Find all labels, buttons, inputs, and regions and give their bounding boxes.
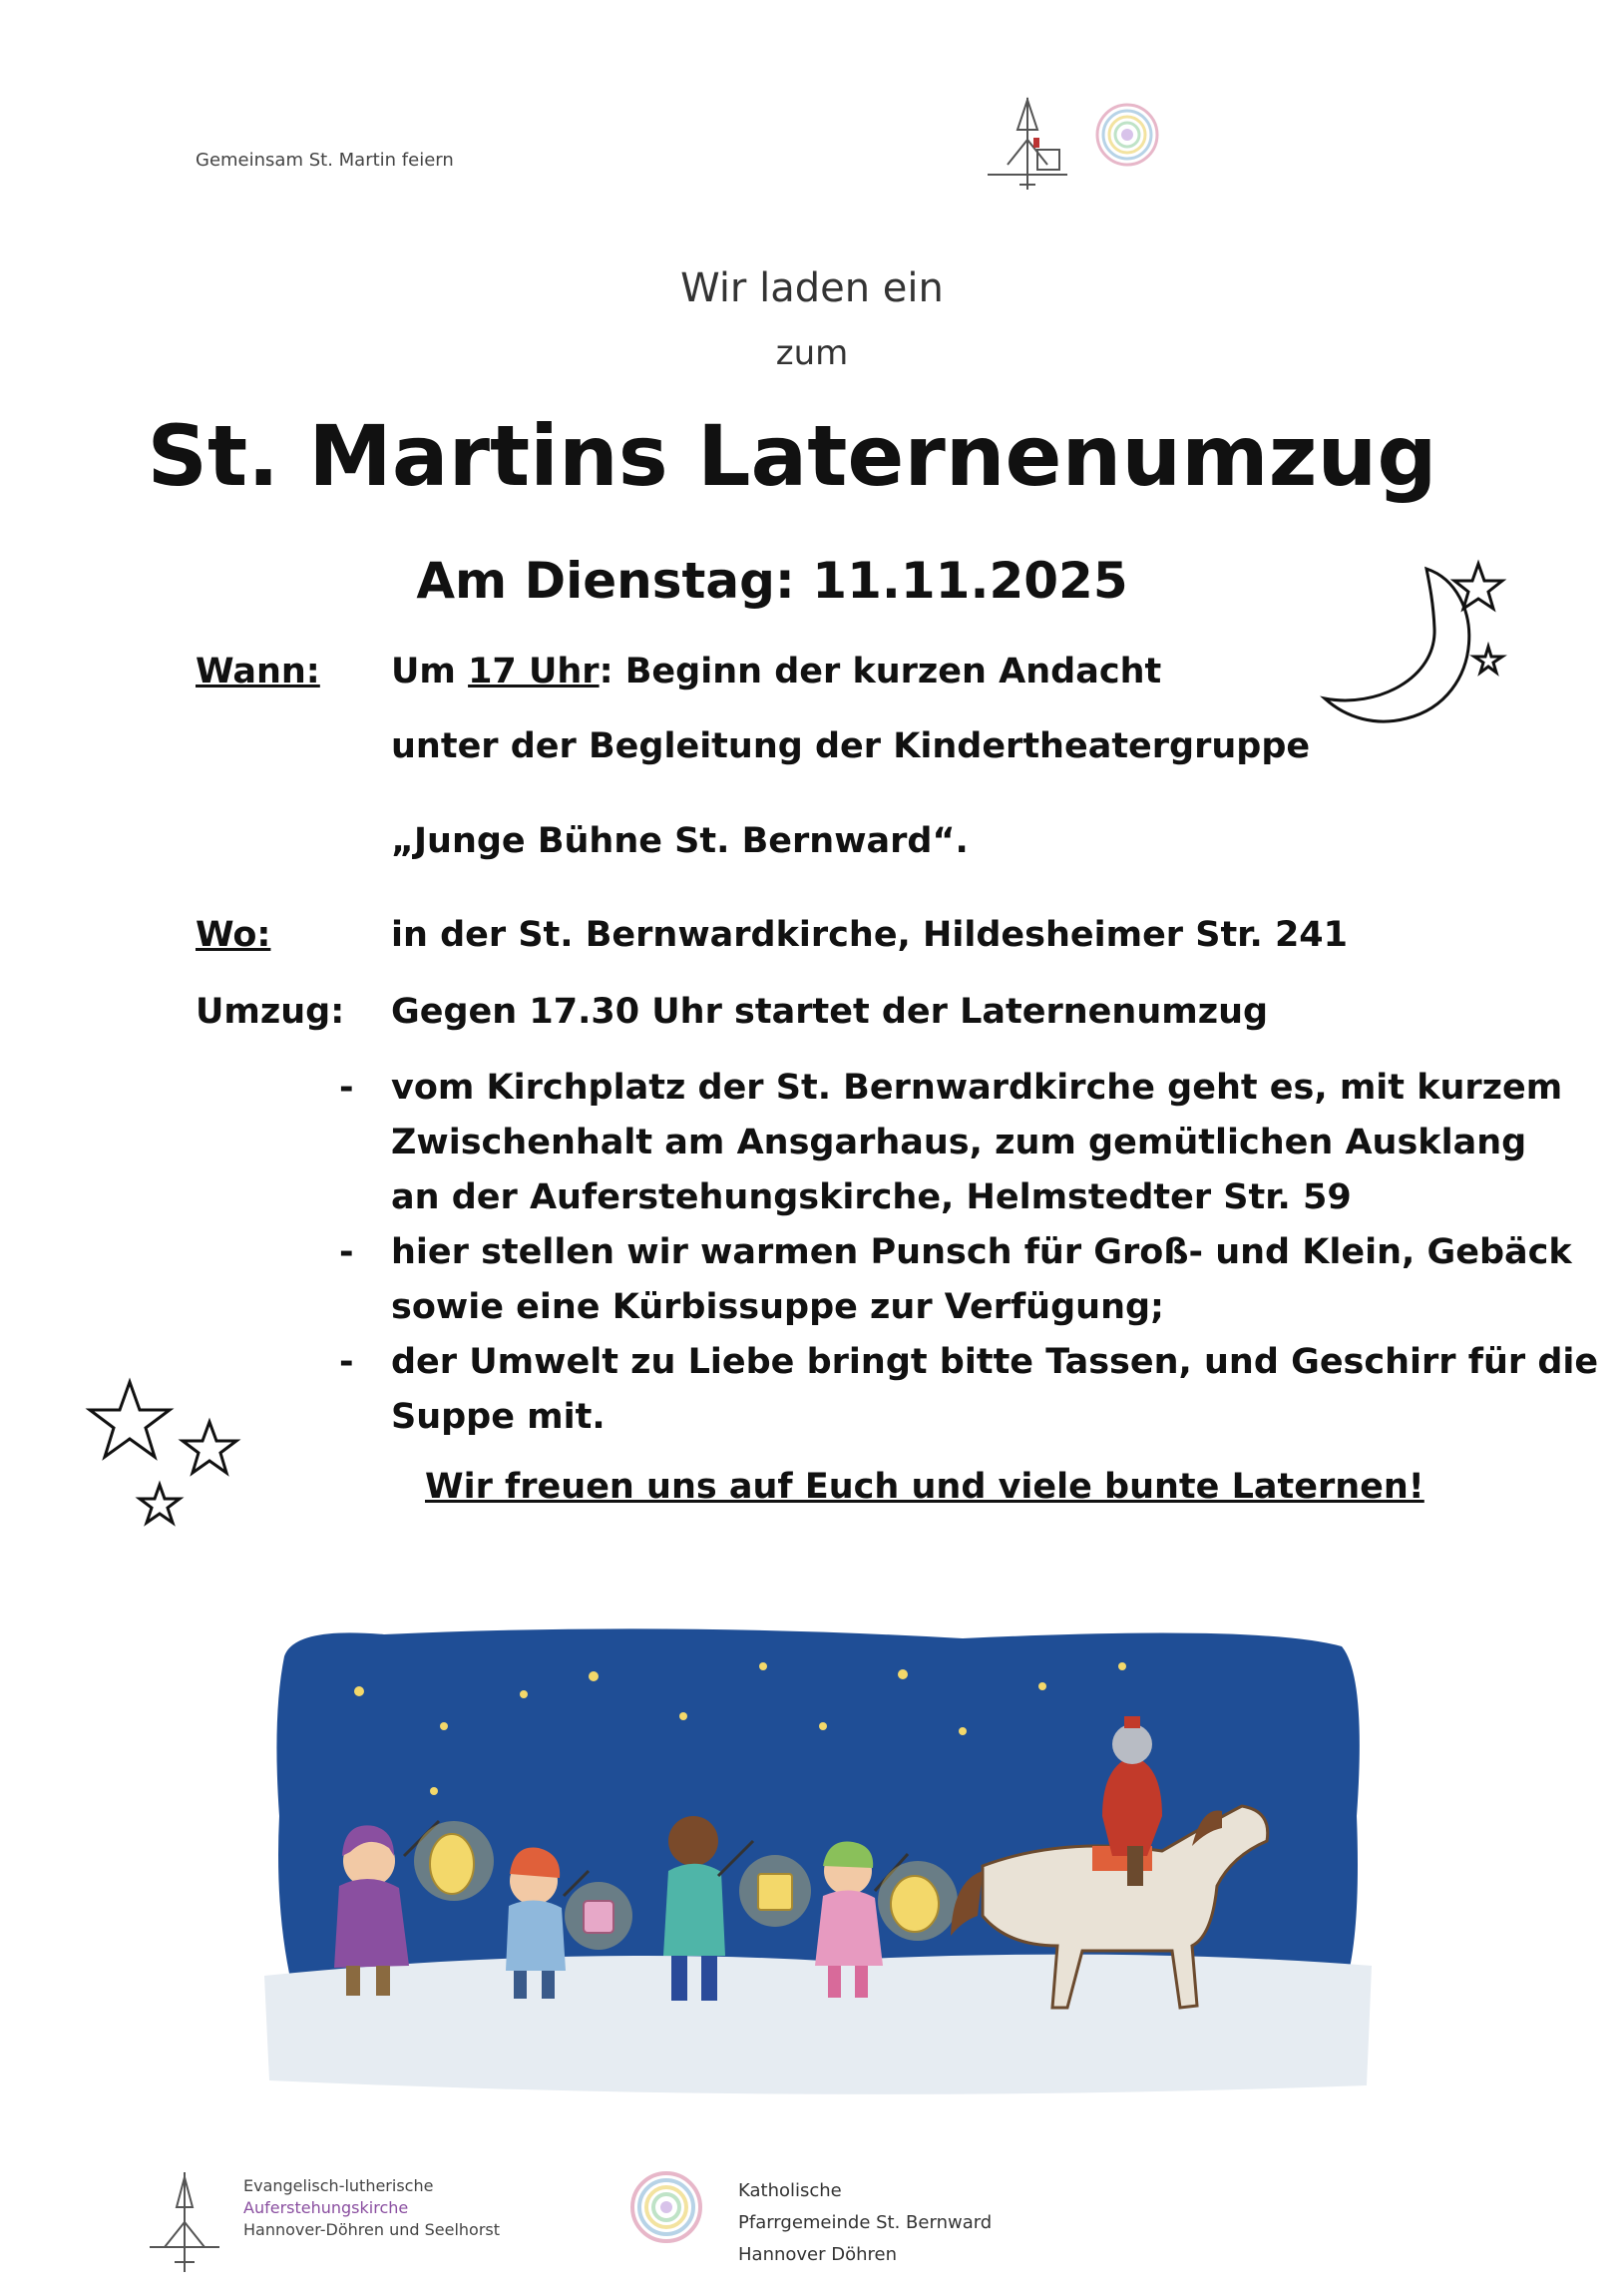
moon-icon	[1325, 569, 1469, 721]
wann-line-1-post: : Beginn der kurzen Andacht	[599, 652, 1162, 691]
star-icon	[759, 1662, 767, 1670]
star-icon	[520, 1690, 528, 1698]
umzug-text: Gegen 17.30 Uhr startet der Laternenumzug	[391, 992, 1269, 1032]
footer-left-line-2: Auferstehungskirche	[243, 2198, 409, 2217]
wann-line-2: unter der Begleitung der Kindertheatergruppe	[391, 726, 1311, 766]
star-icon	[183, 1422, 236, 1473]
star-icon	[959, 1727, 967, 1735]
footer-left-line-1: Evangelisch-lutherische	[243, 2176, 434, 2195]
page-title-text: St. Martins Laternenumzug	[147, 407, 1437, 505]
footer-left	[243, 2175, 500, 2241]
star-icon	[898, 1669, 908, 1679]
closing-text: Wir freuen uns auf Euch und viele bunte Laternen!	[425, 1467, 1424, 1507]
church-logos	[978, 90, 1177, 200]
event-date-text: Am Dienstag: 11.11.2025	[416, 552, 1128, 610]
bullet-dash: -	[339, 1232, 354, 1272]
star-icon	[679, 1712, 687, 1720]
stars-decoration	[85, 1377, 254, 1537]
wann-label: Wann:	[196, 652, 320, 691]
church-logo-icon	[988, 98, 1067, 190]
star-icon	[1474, 647, 1502, 673]
rainbow-logo-icon	[1097, 105, 1157, 165]
church-logo-icon	[145, 2167, 244, 2277]
star-icon	[589, 1671, 599, 1681]
lantern-parade-illustration	[264, 1616, 1372, 2095]
footer-right-line-2: Pfarrgemeinde St. Bernward	[738, 2212, 993, 2233]
footer-right-line-3: Hannover Döhren	[738, 2244, 898, 2265]
snowy-ground	[264, 1955, 1372, 2094]
wann-line-1-pre: Um	[391, 652, 469, 691]
wo-text: in der St. Bernwardkirche, Hildesheimer Str. 241	[391, 915, 1348, 955]
bullet-dash: -	[339, 1068, 354, 1108]
footer-left-line-3: Hannover-Döhren und Seelhorst	[243, 2220, 501, 2239]
star-icon	[440, 1722, 448, 1730]
star-icon	[140, 1485, 180, 1523]
star-icon	[354, 1686, 364, 1696]
header-text: Gemeinsam St. Martin feiern	[196, 150, 454, 171]
star-icon	[819, 1722, 827, 1730]
wo-label: Wo:	[196, 915, 271, 955]
moon-stars-decoration	[1317, 559, 1526, 728]
bullet-1-line-1: vom Kirchplatz der St. Bernwardkirche geht es, mit kurzem	[391, 1068, 1563, 1108]
wann-time: 17 Uhr	[468, 652, 600, 691]
invite-line-2: zum	[775, 333, 849, 373]
star-icon	[1118, 1662, 1126, 1670]
footer-right	[738, 2175, 992, 2271]
umzug-label: Umzug:	[196, 992, 345, 1032]
bullet-3-line-1: der Umwelt zu Liebe bringt bitte Tassen, und Geschirr für die	[391, 1342, 1599, 1382]
bullet-dash: -	[339, 1342, 354, 1382]
invite-line-1: Wir laden ein	[680, 265, 944, 311]
bullet-1-line-3: an der Auferstehungskirche, Helmstedter Str. 59	[391, 1177, 1352, 1217]
star-icon	[430, 1787, 438, 1795]
star-icon	[1038, 1682, 1046, 1690]
star-icon	[90, 1382, 170, 1457]
wann-line-3: „Junge Bühne St. Bernward“.	[391, 821, 969, 861]
bullet-2-line-2: sowie eine Kürbissuppe zur Verfügung;	[391, 1287, 1165, 1327]
helmet	[1112, 1724, 1152, 1764]
church-accent-icon	[1033, 138, 1039, 148]
wann-line-1	[391, 652, 1161, 691]
footer-right-line-1: Katholische	[738, 2180, 842, 2201]
bullet-3-line-2: Suppe mit.	[391, 1397, 606, 1437]
bullet-1-line-2: Zwischenhalt am Ansgarhaus, zum gemütlichen Ausklang	[391, 1123, 1527, 1162]
bullet-2-line-1: hier stellen wir warmen Punsch für Groß- und Klein, Gebäck	[391, 1232, 1572, 1272]
rainbow-logo-icon	[626, 2167, 706, 2247]
page-title	[0, 407, 1624, 505]
